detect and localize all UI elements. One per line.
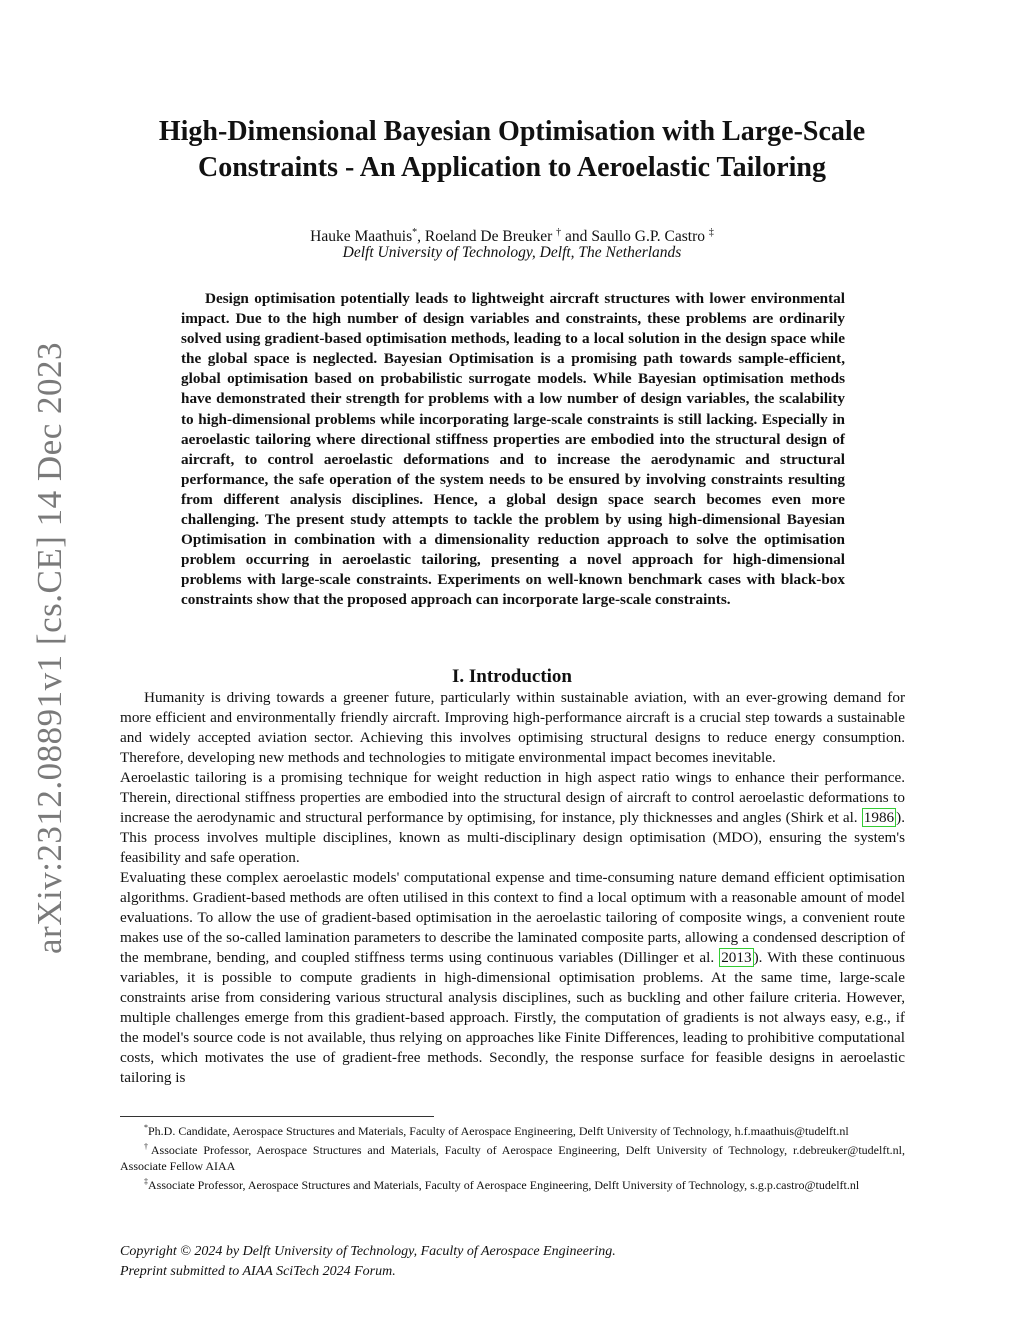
footnote-marker: * <box>144 1123 148 1132</box>
footnote <box>120 1139 905 1174</box>
citation-link[interactable]: 2013 <box>721 949 752 966</box>
footnote-text: Associate Professor, Aerospace Structures and Materials, Faculty of Aerospace Engineering, Delft University of Technology, r.debreuker@tudelft.nl, Associate Fellow AIAA <box>120 1143 905 1173</box>
paragraph-text: ). This process involves multiple disciplines, known as multi-disciplinary design optimisation (MDO), ensuring the system's feasibility and safe operation. <box>120 809 905 866</box>
section-heading: I. Introduction <box>451 666 572 687</box>
paragraph: Humanity is driving towards a greener future, particularly within sustainable aviation, with an ever-growing demand for more efficient and environmentally friendly aircraft. Improving high-performance aircraft is a crucial step towards a sustainable and widely accepted aviation sector. Achieving this involves optimising structural designs to reduce energy consumption. Therefore, developing new methods and technologies to mitigate environmental impact becomes inevitable. <box>120 689 905 766</box>
footnote-marker[interactable]: ‡ <box>708 227 714 238</box>
footnotes <box>120 1120 905 1193</box>
author-separator: , <box>417 228 425 246</box>
footnote-text: Associate Professor, Aerospace Structures and Materials, Faculty of Aerospace Engineering, Delft University of Technology, s.g.p.castro@tudelft.nl <box>148 1178 860 1192</box>
footnote-text: Ph.D. Candidate, Aerospace Structures and Materials, Faculty of Aerospace Engineering, Delft University of Technology, h.f.maathuis@tudelft.nl <box>148 1124 849 1138</box>
copyright-line: Copyright © 2024 by Delft University of Technology, Faculty of Aerospace Engineering. <box>120 1244 616 1259</box>
paragraph <box>120 868 905 1088</box>
author-name: Hauke Maathuis <box>310 228 413 246</box>
footnote <box>120 1174 905 1193</box>
footnote-marker: † <box>144 1142 151 1151</box>
copyright-notice <box>120 1242 905 1282</box>
paragraph-text: Aeroelastic tailoring is a promising technique for weight reduction in high aspect ratio wings to enhance their performance. Therein, directional stiffness properties are embodied into the structural design of aircraft to control aeroelastic deformations to increase the aerodynamic and structural performance by optimising, for instance, ply thicknesses and angles (Shirk et al. <box>120 769 905 826</box>
affiliation: Delft University of Technology, Delft, The Netherlands <box>342 244 682 261</box>
abstract: Design optimisation potentially leads to lightweight aircraft structures with lower environmental impact. Due to the high number of design variables and constraints, these problems are ordinarily solved using gradient-based optimisation methods, leading to a local solution in the design space while the global space is neglected. Bayesian Optimisation is a promising path towards sample-efficient, global optimisation based on probabilistic surrogate models. While Bayesian optimisation methods have demonstrated their strength for problems with a low number of design variables, the scalability to high-dimensional problems while incorporating large-scale constraints is still lacking. Especially in aeroelastic tailoring where directional stiffness properties are embodied into the structural design of aircraft, to control aeroelastic deformations and to increase the aerodynamic and structural performance, the safe operation of the system needs to be ensured by involving constraints resulting from different analysis disciplines. Hence, a global design space search becomes even more challenging. The present study attempts to tackle the problem by using high-dimensional Bayesian Optimisation in combination with a dimensionality reduction approach to solve the optimisation problem occurring in aeroelastic tailoring, presenting a novel approach for high-dimensional problems with large-scale constraints. Experiments on well-known benchmark cases with black-box constraints show that the proposed approach can incorporate large-scale constraints. <box>181 290 845 609</box>
footnote-marker[interactable]: † <box>556 227 562 238</box>
citation-link[interactable]: 1986 <box>863 809 895 826</box>
arxiv-stamp: arXiv:2312.08891v1 [cs.CE] 14 Dec 2023 <box>30 342 69 954</box>
introduction-body <box>120 688 905 1088</box>
preprint-line: Preprint submitted to AIAA SciTech 2024 Forum. <box>120 1264 396 1279</box>
paragraph-text: ). With these continuous variables, it is possible to compute gradients in high-dimensional optimisation problems. At the same time, large-scale constraints arise from considering various structural analysis disciplines, such as buckling and other failure criteria. However, multiple challenges emerge from this gradient-based approach. Firstly, the computation of gradients is not always easy, e.g., if the model's source code is not available, thus relying on approaches like Finite Differences, leading to prohibitive computational costs, which motivates the use of gradient-free methods. Secondly, the response surface for feasible designs in aeroelastic tailoring is <box>120 949 905 1086</box>
footnote-marker: ‡ <box>144 1177 148 1186</box>
paragraph-text: Evaluating these complex aeroelastic models' computational expense and time-consuming nature demand efficient optimisation algorithms. Gradient-based methods are often utilised in this context to find a local optimum with a reasonable amount of model evaluations. To allow the use of gradient-based optimisation in the aeroelastic tailoring of composite wings, a convenient route makes use of the so-called lamination parameters to describe the laminated composite parts, allowing a condensed description of the membrane, bending, and coupled stiffness terms using continuous variables (Dillinger et al. <box>120 869 905 966</box>
footnote-divider <box>120 1116 434 1117</box>
footnote <box>120 1120 905 1139</box>
author-name: Roeland De Breuker <box>424 228 553 246</box>
author-name: Saullo G.P. Castro <box>591 228 705 246</box>
paper-title: High-Dimensional Bayesian Optimisation with Large-Scale Constraints - An Application to Aeroelastic Tailoring <box>158 116 866 183</box>
paragraph <box>120 768 905 868</box>
author-separator: and <box>561 228 592 246</box>
footnote-marker[interactable]: * <box>412 227 418 238</box>
